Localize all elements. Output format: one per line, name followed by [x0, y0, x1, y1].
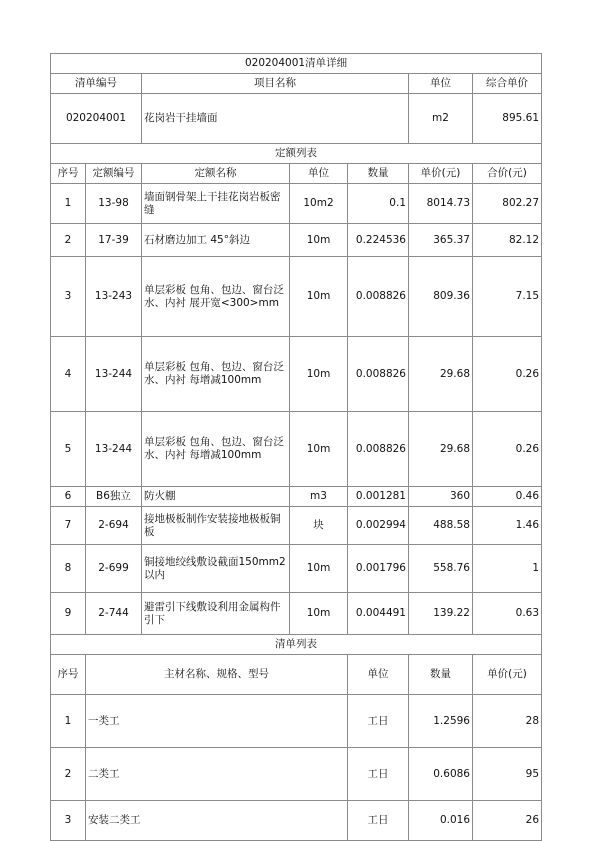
- quota-total: 1.46: [473, 507, 542, 545]
- quota-code: 13-98: [86, 184, 142, 224]
- quota-unit: 10m: [290, 224, 348, 257]
- quota-name: 铜接地绞线敷设截面150mm2以内: [142, 545, 290, 593]
- material-unit-price: 28: [473, 695, 542, 748]
- quota-qty: 0.004491: [348, 593, 409, 635]
- material-unit-header: 单位: [348, 655, 409, 695]
- material-section-row: [51, 635, 542, 655]
- quota-unit: 10m: [290, 257, 348, 337]
- quota-section-row: [51, 144, 542, 164]
- quota-section-title: 定额列表: [51, 144, 542, 164]
- material-row: [51, 748, 542, 801]
- quota-name: 单层彩板 包角、包边、窗台泛水、内衬 每增减100mm: [142, 412, 290, 487]
- quota-name: 避雷引下线敷设利用金属构件引下: [142, 593, 290, 635]
- quota-total: 7.15: [473, 257, 542, 337]
- material-unit-price-header: 单价(元): [473, 655, 542, 695]
- quota-row: [51, 184, 542, 224]
- quota-code: 13-244: [86, 337, 142, 412]
- quota-unit: 10m2: [290, 184, 348, 224]
- material-row: [51, 801, 542, 841]
- quota-qty: 0.008826: [348, 257, 409, 337]
- quota-seq: 8: [51, 545, 86, 593]
- material-seq: 2: [51, 748, 86, 801]
- quota-name: 单层彩板 包角、包边、窗台泛水、内衬 展开宽<300>mm: [142, 257, 290, 337]
- quota-row: [51, 412, 542, 487]
- quota-total: 0.63: [473, 593, 542, 635]
- material-section-title: 清单列表: [51, 635, 542, 655]
- item-price-header: 综合单价: [473, 74, 542, 94]
- quota-unit-price: 29.68: [409, 412, 473, 487]
- quota-total: 0.26: [473, 337, 542, 412]
- quota-total-header: 合价(元): [473, 164, 542, 184]
- quota-unit-price: 809.36: [409, 257, 473, 337]
- material-seq: 3: [51, 801, 86, 841]
- quota-unit-price: 29.68: [409, 337, 473, 412]
- quota-qty: 0.008826: [348, 337, 409, 412]
- quota-unit-price: 365.37: [409, 224, 473, 257]
- quota-code: 13-244: [86, 412, 142, 487]
- quota-seq: 6: [51, 487, 86, 507]
- quota-unit: 10m: [290, 545, 348, 593]
- quota-total: 0.26: [473, 412, 542, 487]
- quota-row: [51, 545, 542, 593]
- quota-qty-header: 数量: [348, 164, 409, 184]
- material-seq-header: 序号: [51, 655, 86, 695]
- quota-code: 2-694: [86, 507, 142, 545]
- quota-unit: 10m: [290, 412, 348, 487]
- material-unit: 工日: [348, 748, 409, 801]
- item-unit: m2: [409, 94, 473, 144]
- item-name: 花岗岩干挂墙面: [142, 94, 409, 144]
- material-name: 一类工: [86, 695, 348, 748]
- table-title-row: [51, 54, 542, 74]
- quota-name: 防火棚: [142, 487, 290, 507]
- quota-row: [51, 593, 542, 635]
- quota-unit-price: 488.58: [409, 507, 473, 545]
- item-unit-header: 单位: [409, 74, 473, 94]
- quota-total: 1: [473, 545, 542, 593]
- quota-row: [51, 507, 542, 545]
- material-unit-price: 26: [473, 801, 542, 841]
- quota-row: [51, 487, 542, 507]
- quota-name: 墙面钢骨架上干挂花岗岩板密缝: [142, 184, 290, 224]
- material-name: 二类工: [86, 748, 348, 801]
- material-unit-price: 95: [473, 748, 542, 801]
- bill-detail-table: [50, 53, 542, 841]
- quota-name: 接地极板制作安装接地极板铜板: [142, 507, 290, 545]
- quota-total: 82.12: [473, 224, 542, 257]
- quota-row: [51, 337, 542, 412]
- quota-qty: 0.224536: [348, 224, 409, 257]
- quota-unit-price: 139.22: [409, 593, 473, 635]
- item-code: 020204001: [51, 94, 142, 144]
- quota-seq: 3: [51, 257, 86, 337]
- quota-total: 802.27: [473, 184, 542, 224]
- item-code-header: 清单编号: [51, 74, 142, 94]
- quota-qty: 0.002994: [348, 507, 409, 545]
- quota-header-row: [51, 164, 542, 184]
- quota-unit: 块: [290, 507, 348, 545]
- quota-seq-header: 序号: [51, 164, 86, 184]
- quota-qty: 0.1: [348, 184, 409, 224]
- table-title: 020204001清单详细: [51, 54, 542, 74]
- quota-name: 单层彩板 包角、包边、窗台泛水、内衬 每增减100mm: [142, 337, 290, 412]
- quota-qty: 0.001796: [348, 545, 409, 593]
- material-unit: 工日: [348, 695, 409, 748]
- item-row: [51, 94, 542, 144]
- quota-seq: 2: [51, 224, 86, 257]
- quota-code: 2-744: [86, 593, 142, 635]
- quota-seq: 5: [51, 412, 86, 487]
- quota-code: 2-699: [86, 545, 142, 593]
- quota-unit-price: 360: [409, 487, 473, 507]
- material-name-header: 主材名称、规格、型号: [86, 655, 348, 695]
- quota-unit: m3: [290, 487, 348, 507]
- quota-name-header: 定额名称: [142, 164, 290, 184]
- item-header-row: [51, 74, 542, 94]
- quota-seq: 9: [51, 593, 86, 635]
- quota-unit-header: 单位: [290, 164, 348, 184]
- material-qty: 1.2596: [409, 695, 473, 748]
- quota-unit-price: 8014.73: [409, 184, 473, 224]
- quota-code: 17-39: [86, 224, 142, 257]
- material-row: [51, 695, 542, 748]
- quota-unit-price-header: 单价(元): [409, 164, 473, 184]
- quota-qty: 0.001281: [348, 487, 409, 507]
- quota-code-header: 定额编号: [86, 164, 142, 184]
- quota-seq: 4: [51, 337, 86, 412]
- quota-unit: 10m: [290, 337, 348, 412]
- quota-unit: 10m: [290, 593, 348, 635]
- quota-row: [51, 257, 542, 337]
- quota-seq: 1: [51, 184, 86, 224]
- quota-qty: 0.008826: [348, 412, 409, 487]
- material-qty: 0.016: [409, 801, 473, 841]
- quota-code: B6独立: [86, 487, 142, 507]
- material-unit: 工日: [348, 801, 409, 841]
- quota-code: 13-243: [86, 257, 142, 337]
- material-seq: 1: [51, 695, 86, 748]
- material-name: 安装二类工: [86, 801, 348, 841]
- quota-row: [51, 224, 542, 257]
- quota-total: 0.46: [473, 487, 542, 507]
- material-header-row: [51, 655, 542, 695]
- material-qty-header: 数量: [409, 655, 473, 695]
- material-qty: 0.6086: [409, 748, 473, 801]
- quota-unit-price: 558.76: [409, 545, 473, 593]
- item-price: 895.61: [473, 94, 542, 144]
- quota-seq: 7: [51, 507, 86, 545]
- quota-name: 石材磨边加工 45°斜边: [142, 224, 290, 257]
- item-name-header: 项目名称: [142, 74, 409, 94]
